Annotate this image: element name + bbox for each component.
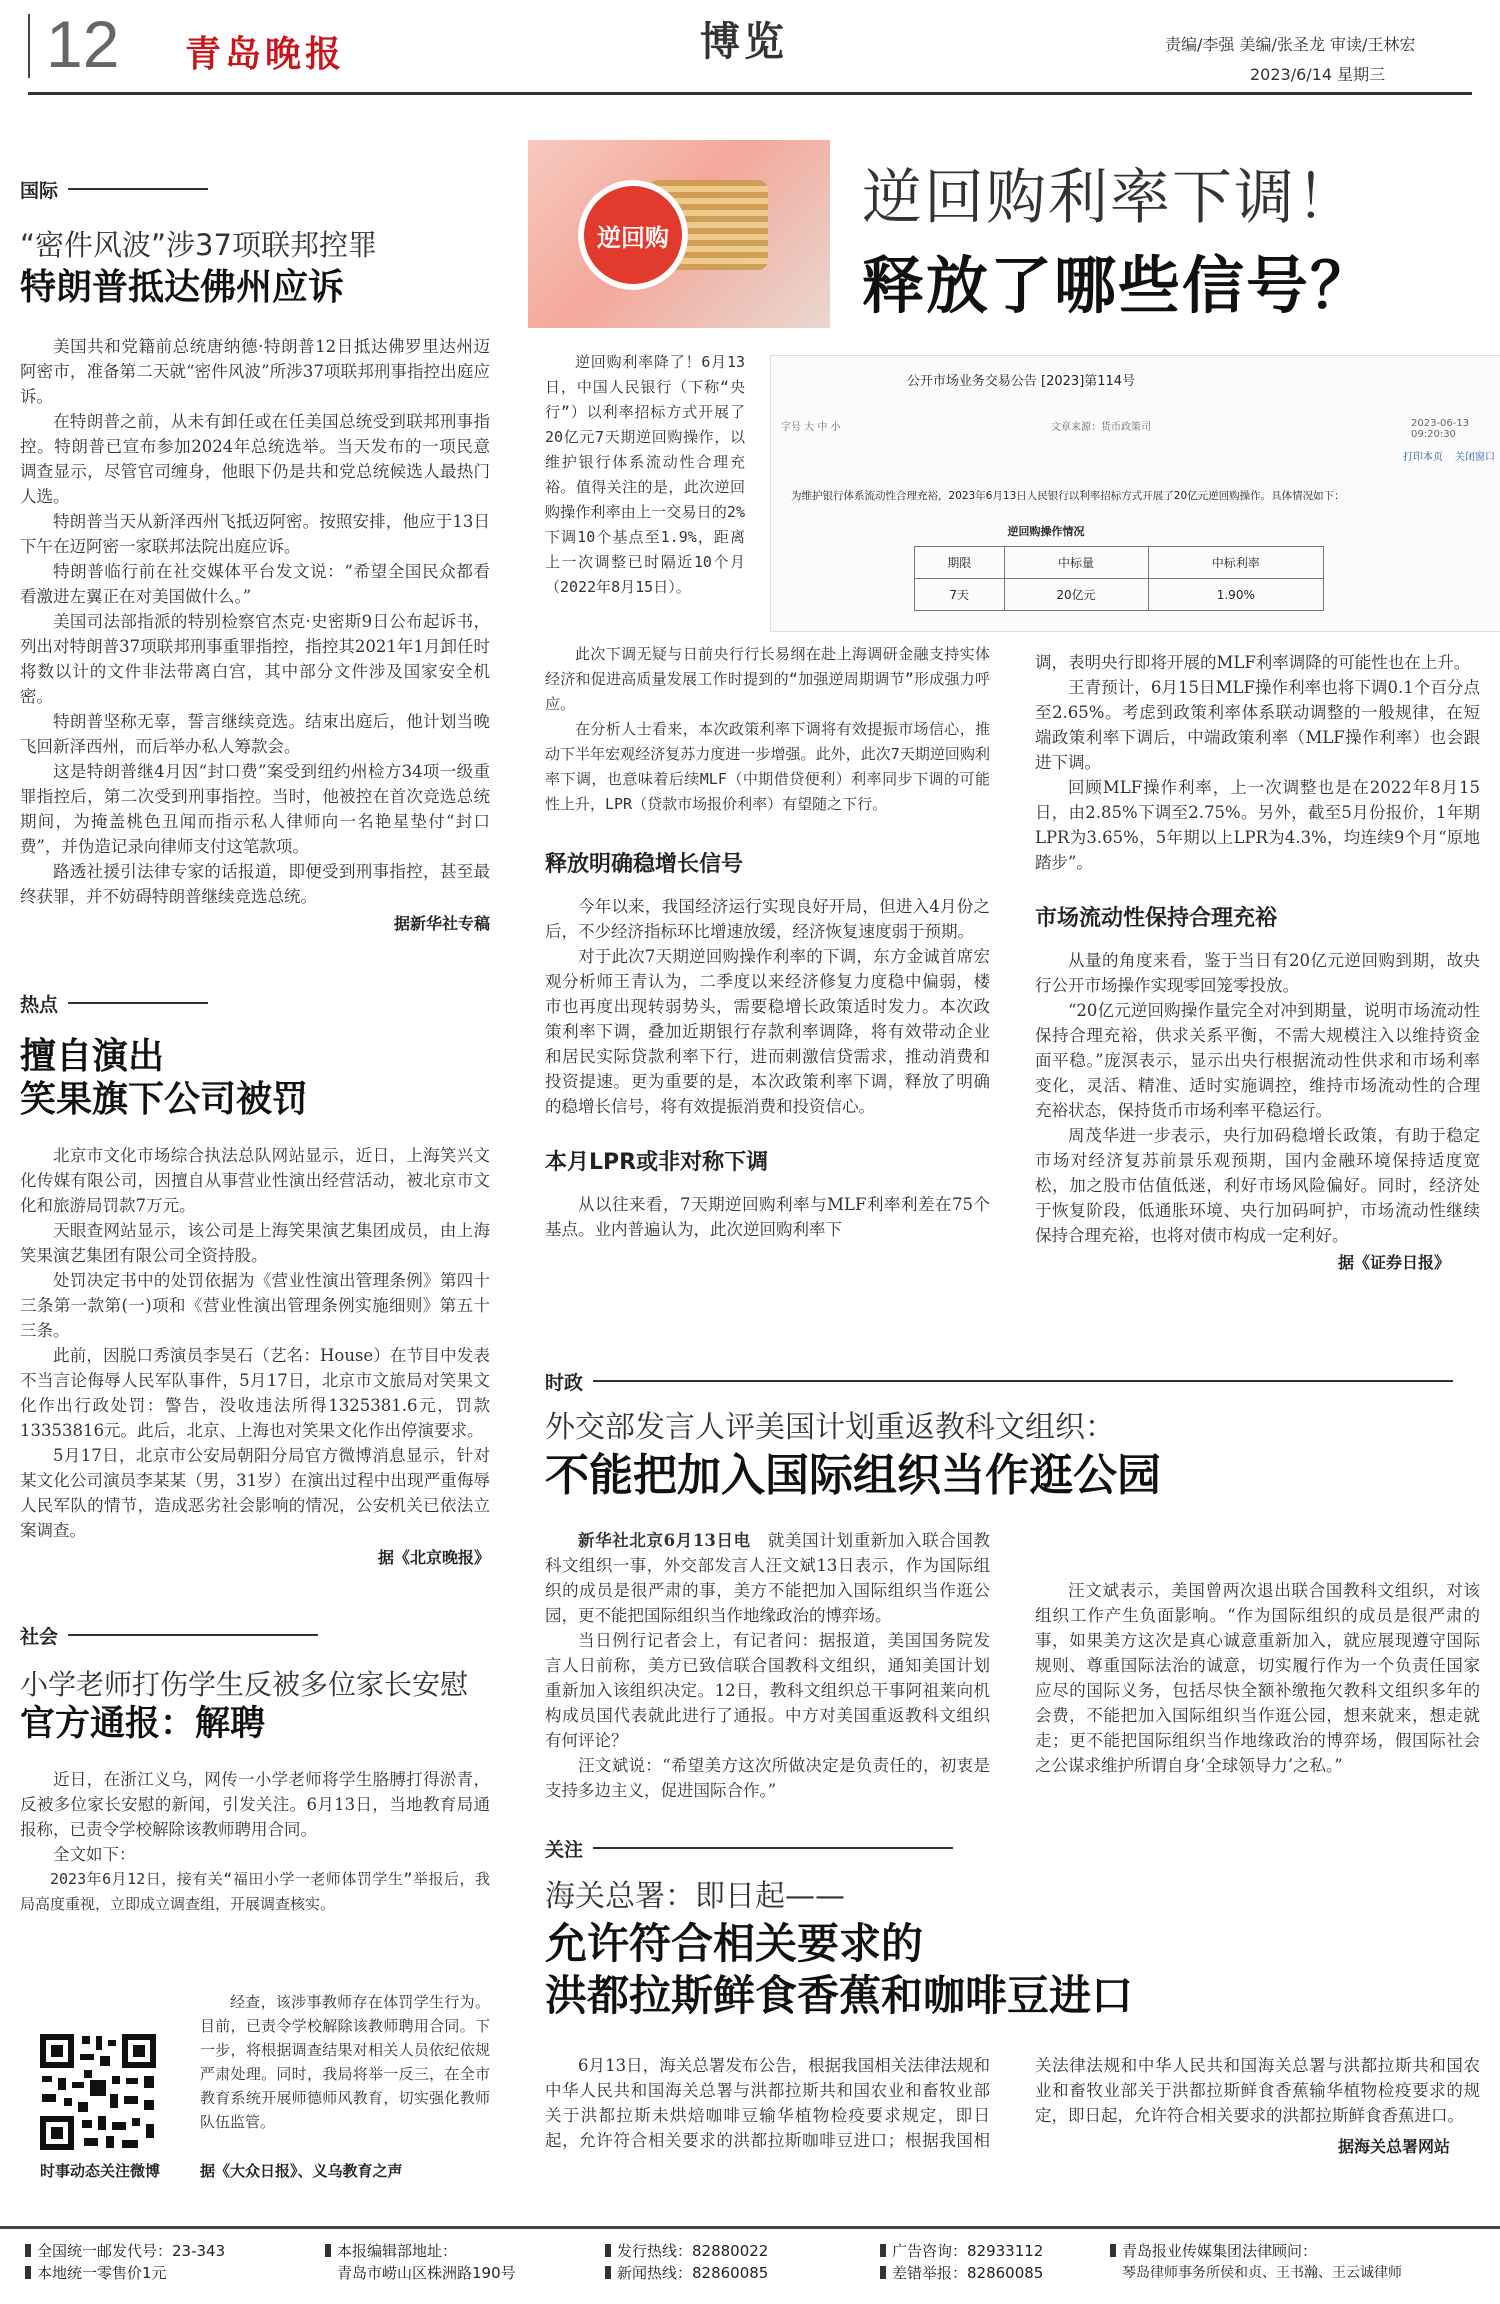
society-article [20, 1622, 490, 1917]
close-link[interactable]: 关闭窗口 [1455, 452, 1495, 463]
intl-paragraph: 特朗普坚称无辜，誓言继续竞选。结束出庭后，他计划当晚飞回新泽西州，而后举办私人筹款会。 [20, 711, 490, 756]
mlf-paragraph: 回顾MLF操作利率，上一次调整也是在2022年8月15日，由2.85%下调至2.75%。另外，截至5月份报价，1年期LPR为3.65%，5年期以上LPR为4.3%，均连续9个月“原地踏步”。 [1035, 778, 1480, 872]
politics-body-left [545, 1528, 990, 1803]
subhead-lpr: 本月LPR或非对称下调 [545, 1150, 769, 1175]
footer-text: 本报编辑部地址： [337, 2242, 458, 2260]
top-lead-continued [545, 642, 990, 817]
top-left-column [545, 642, 990, 1242]
bullet-bar [325, 2244, 331, 2257]
footer-ads [880, 2240, 1120, 2284]
qr-caption: 时事动态关注微博 [39, 2162, 160, 2180]
dateline: 新华社北京6月13日电 [578, 1531, 751, 1550]
table-cell: 20亿元 [1004, 579, 1148, 611]
section-rule [68, 1002, 208, 1004]
mlf-paragraph: 王青预计，6月15日MLF操作利率也将下调0.1个百分点至2.65%。考虑到政策利率体系联动调整的一般规律，在短端政策利率下调后，中端政策利率（MLF操作利率）也会跟进下调。 [1035, 678, 1480, 772]
footer-text: 全国统一邮发代号：23-343 [37, 2242, 226, 2260]
hot-paragraph: 天眼查网站显示，该公司是上海笑果演艺集团成员，由上海笑果演艺集团有限公司全资持股。 [20, 1221, 490, 1266]
paper-name-logo: 青岛晚报 [185, 33, 346, 75]
focus-subtitle: 海关总署：即日起—— [545, 1879, 845, 1914]
footer-text: 本地统一零售价1元 [37, 2264, 167, 2282]
politics-article [545, 1368, 1480, 1502]
hot-paragraph: 处罚决定书中的处罚依据为《营业性演出管理条例》第四十三条第一款第(一)项和《营业性演出管理条例实施细则》第五十三条。 [20, 1271, 490, 1341]
bullet-bar [1110, 2244, 1116, 2257]
announcement-datetime: 2023-06-13 09:20:30 [1411, 418, 1470, 440]
section-label-politics: 时政 [545, 1372, 584, 1394]
intl-paragraph: 这是特朗普继4月因“封口费”案受到纽约州检方34项一级重罪指控后，第二次受到刑事指控。当时，他被控在首次竞选总统期间，为掩盖桃色丑闻而指示私人律师向一名艳星垫付“封口费”，并伪造记录向律师支付这笔款项。 [20, 761, 490, 856]
intl-title: 特朗普抵达佛州应诉 [20, 267, 345, 309]
footer-address [325, 2240, 595, 2284]
announcement-source: 文章来源：货币政策司 [1051, 422, 1151, 433]
masthead-left-rule [28, 14, 30, 78]
intl-paragraph: 在特朗普之前，从未有卸任或在任美国总统受到联邦刑事指控。特朗普已宣布参加2024年总统选举。当天发布的一项民意调查显示，尽管官司缠身，他眼下仍是共和党总统候选人最热门人选。 [20, 411, 490, 506]
footer-legal-label [1110, 2240, 1490, 2262]
focus-title-line1: 允许符合相关要求的 [545, 1918, 924, 1968]
table-cell: 7天 [915, 579, 1005, 611]
society-body [20, 1767, 490, 1917]
lpr-body [545, 1192, 990, 1242]
bullet-bar [880, 2266, 886, 2279]
table-header: 期限 [915, 547, 1005, 579]
liquidity-paragraph: 周茂华进一步表示，央行加码稳增长政策，有助于稳定市场对经济复苏前景乐观预期，国内金融环境保持适度宽松，加之股市估值低迷，利好市场风险偏好。同时，经济处于恢复阶段，低通胀环境、央行加码呵护，市场流动性继续保持合理充裕，也将对债市构成一定利好。 [1035, 1126, 1480, 1245]
footer-error-report [880, 2262, 1120, 2284]
masthead-rule [28, 92, 1472, 95]
hot-paragraph: 此前，因脱口秀演员李昊石（艺名：House）在节目中发表不当言论侮辱人民军队事件，5月17日，北京市文旅局对笑果文化作出行政处罚：警告，没收违法所得1325381.6元，罚款13353816元。此后，北京、上海也对笑果文化作出停演要求。 [20, 1346, 490, 1441]
announcement-body: 为维护银行体系流动性合理充裕，2023年6月13日人民银行以利率招标方式开展了20亿元逆回购操作。具体情况如下： [791, 490, 1345, 502]
subhead-growth-signal: 释放明确稳增长信号 [545, 852, 744, 877]
mlf-body [1035, 650, 1480, 875]
politics-paragraph: 汪文斌说：“希望美方这次所做决定是负责任的，初衷是支持多边主义，促进国际合作。” [545, 1756, 990, 1800]
footer-distribution [25, 2240, 275, 2284]
footer-price [25, 2262, 275, 2284]
footer-rule [0, 2226, 1500, 2229]
bullet-bar [25, 2266, 31, 2279]
footer-text: 新闻热线：82860085 [617, 2264, 769, 2282]
section-rule [593, 1380, 1453, 1382]
liquidity-paragraph: 从量的角度来看，鉴于当日有20亿元逆回购到期，故央行公开市场操作实现零回笼零投放。 [1035, 951, 1480, 995]
qr-code-image [36, 2030, 160, 2154]
announcement-title: 公开市场业务交易公告 [2023]第114号 [906, 374, 1136, 389]
footer-hotlines [605, 2240, 855, 2284]
section-label-society: 社会 [20, 1626, 59, 1648]
section-name: 博览 [700, 19, 788, 65]
section-label-focus: 关注 [545, 1839, 584, 1861]
hot-article [20, 990, 490, 1568]
bullet-bar [605, 2244, 611, 2257]
society-subtitle: 小学老师打伤学生反被多位家长安慰 [20, 1668, 469, 1701]
footer-text: 差错举报：82860085 [892, 2264, 1044, 2282]
section-rule [593, 1847, 953, 1849]
intl-subtitle: “密件风波”涉37项联邦控罪 [20, 228, 377, 262]
footer-text: 发行热线：82880022 [617, 2242, 769, 2260]
image-tag-text: 逆回购 [597, 224, 669, 252]
footer-postal-code [25, 2240, 275, 2262]
intl-body [20, 334, 490, 909]
society-source: 据《大众日报》、义乌教育之声 [200, 2162, 403, 2180]
footer-text: 青岛报业传媒集团法律顾问： [1122, 2242, 1318, 2260]
intl-article [20, 176, 490, 934]
hot-title-line1: 擅自演出 [20, 1036, 165, 1077]
politics-paragraph: 汪文斌表示，美国曾两次退出联合国教科文组织，对该组织工作产生负面影响。“作为国际组织的成员是很严肃的事，如果美方这次是真心诚意重新加入，就应展现遵守国际规则、尊重国际法治的诚意，切实履行作为一个负责任国家应尽的国际义务，包括尽快全额补缴拖欠教科文组织多年的会费，不能把加入国际组织当作逛公园，想来就来，想走就走；更不能把国际组织当作地缘政治的博弈场，假国际社会之公谋求维护所谓自身‘全球领导力’之私。” [1035, 1581, 1480, 1775]
print-link[interactable]: 打印本页 [1403, 452, 1443, 463]
mlf-paragraph: 调，表明央行即将开展的MLF利率调降的可能性也在上升。 [1035, 653, 1471, 672]
top-story-source: 据《证券日报》 [1337, 1253, 1450, 1272]
top-story-image [528, 140, 830, 328]
growth-signal-body [545, 894, 990, 1119]
politics-paragraph [545, 1528, 990, 1628]
table-title: 逆回购操作情况 [1007, 525, 1085, 538]
focus-title-line2: 洪都拉斯鲜食香蕉和咖啡豆进口 [545, 1970, 1134, 2020]
rate-table [914, 546, 1324, 611]
hot-title-line2: 笑果旗下公司被罚 [20, 1079, 309, 1121]
section-rule [68, 1634, 318, 1636]
hot-paragraph: 北京市文化市场综合执法总队网站显示，近日，上海笑兴文化传媒有限公司，因擅自从事营业性演出经营活动，被北京市文化和旅游局罚款7万元。 [20, 1146, 490, 1216]
society-title: 官方通报：解聘 [20, 1704, 266, 1745]
qr-code[interactable] [36, 2030, 160, 2154]
society-paragraph: 全文如下： [53, 1845, 136, 1865]
politics-body-right [1035, 1578, 1480, 1778]
footer-ad-contact [880, 2240, 1120, 2262]
society-paragraph: 近日，在浙江义乌，网传一小学老师将学生胳膊打得淤青，反被多位家长安慰的新闻，引发关注。6月13日，当地教育局通报称，已责令学校解除该教师聘用合同。 [20, 1770, 490, 1840]
section-label-hot: 热点 [20, 994, 59, 1016]
lpr-paragraph: 从以往来看，7天期逆回购利率与MLF利率利差在75个基点。业内普遍认为，此次逆回购利率下 [545, 1195, 990, 1239]
table-cell: 1.90% [1148, 579, 1323, 611]
table-header: 中标量 [1004, 547, 1148, 579]
footer-legal-value: 琴岛律师事务所侯和贞、王书瀚、王云诚律师 [1122, 2265, 1402, 2281]
top-lead-paragraph: 在分析人士看来，本次政策利率下调将有效提振市场信心，推动下半年宏观经济复苏力度进一步增强。此外，此次7天期逆回购利率下调，也意味着后续MLF（中期借贷便利）利率同步下调的可能性上升，LPR（贷款市场报价利率）有望随之下行。 [545, 720, 990, 813]
table-header: 中标利率 [1148, 547, 1323, 579]
intl-paragraph: 美国共和党籍前总统唐纳德·特朗普12日抵达佛罗里达州迈阿密市，准备第二天就“密件风波”所涉37项联邦刑事指控出庭应诉。 [20, 336, 490, 406]
hot-paragraph: 5月17日，北京市公安局朝阳分局官方微博消息显示，针对某文化公司演员李某某（男，31岁）在演出过程中出现严重侮辱人民军队的情节，造成恶劣社会影响的情况，公安机关已依法立案调查。 [20, 1446, 490, 1541]
subhead-liquidity: 市场流动性保持合理充裕 [1035, 906, 1278, 931]
footer-legal [1110, 2240, 1490, 2284]
pboc-announcement [770, 355, 1500, 632]
page-number: 12 [46, 7, 120, 81]
issue-date: 2023/6/14 星期三 [1250, 65, 1386, 84]
liquidity-paragraph: “20亿元逆回购操作量完全对冲到期量，说明市场流动性保持合理充裕，供求关系平衡，不需大规模注入以维持资金面平稳。”庞溟表示，显示出央行根据流动性供求和市场利率变化，灵活、精准、适时实施调控，维持市场流动性的合理充裕状态，保持货币市场利率平稳运行。 [1035, 1001, 1480, 1120]
intl-paragraph: 特朗普临行前在社交媒体平台发文说：“希望全国民众都看看激进左翼正在对美国做什么。” [20, 561, 490, 606]
bullet-bar [605, 2266, 611, 2279]
bullet-bar [880, 2244, 886, 2257]
politics-title: 不能把加入国际组织当作逛公园 [545, 1449, 1161, 1501]
footer-news-hotline [605, 2262, 855, 2284]
politics-paragraph: 当日例行记者会上，有记者问：据报道，美国国务院发言人日前称，美方已致信联合国教科文组织，通知美国计划重新加入该组织决定。12日，教科文组织总干事阿祖莱向机构成员国代表就此进行了通报。中方对美国重返教科文组织有何评论？ [545, 1631, 990, 1750]
hot-body [20, 1143, 490, 1543]
editors-line: 责编/李强 美编/张圣龙 审读/王林宏 [1165, 35, 1416, 54]
notice-wrap [200, 1990, 490, 2134]
top-lead [545, 350, 745, 600]
intl-source: 据新华社专稿 [393, 913, 490, 933]
announcement-font-size: 字号 大 中 小 [781, 422, 841, 433]
masthead [0, 0, 1500, 95]
focus-source: 据海关总署网站 [1337, 2137, 1450, 2156]
politics-subtitle: 外交部发言人评美国计划重返教科文组织： [545, 1410, 1115, 1445]
section-rule [68, 188, 208, 190]
footer-distribution-hotline [605, 2240, 855, 2262]
notice-paragraph: 2023年6月12日，接有关“福田小学一老师体罚学生”举报后，我局高度重视，立即成立调查组，开展调查核实。 [20, 1870, 490, 1914]
hot-source: 据《北京晚报》 [377, 1548, 490, 1568]
top-lead-paragraph: 逆回购利率降了！6月13日，中国人民银行（下称“央行”）以利率招标方式开展了20亿元7天期逆回购操作，以维护银行体系流动性合理充裕。值得关注的是，此次逆回购操作利率由上一交易日的2%下调10个基点至1.9%，距离上一次调整已时隔近10个月（2022年8月15日）。 [545, 353, 745, 596]
footer-address-value: 青岛市崂山区株洲路190号 [337, 2264, 516, 2282]
liquidity-body [1035, 948, 1480, 1248]
focus-paragraph: 6月13日，海关总署发布公告，根据我国相关法律法规和中华人民共和国海关总署与洪都拉斯共和国农业和畜牧业部关于洪都拉斯未烘焙咖啡豆输华植物检疫要求规定，即日起，允许符合相关要求的洪都拉斯咖啡豆进口；根据我国相关法律法规和中华人民共和国海关总署与洪都拉斯共和国农业和畜牧业部关于洪都拉斯鲜食香蕉输华植物检疫要求的规定，即日起，允许符合相关要求的洪都拉斯鲜食香蕉进口。 [545, 2056, 1480, 2150]
focus-article [545, 1835, 1480, 2021]
bullet-bar [25, 2244, 31, 2257]
intl-paragraph: 特朗普当天从新泽西州飞抵迈阿密。按照安排，他应于13日下午在迈阿密一家联邦法院出庭应诉。 [20, 511, 490, 556]
growth-paragraph: 今年以来，我国经济运行实现良好开局，但进入4月份之后，不少经济指标环比增速放缓，经济恢复速度弱于预期。 [545, 897, 990, 941]
intl-paragraph: 美国司法部指派的特别检察官杰克·史密斯9日公布起诉书，列出对特朗普37项联邦刑事重罪指控，指控其2021年1月卸任时将数以计的文件非法带离白宫，其中部分文件涉及国家安全机密。 [20, 611, 490, 706]
top-title-line2: 释放了哪些信号？ [862, 249, 1375, 322]
intl-paragraph: 路透社援引法律专家的话报道，即便受到刑事指控，甚至最终获罪，并不妨碍特朗普继续竞选总统。 [20, 861, 490, 906]
growth-paragraph: 对于此次7天期逆回购操作利率的下调，东方金诚首席宏观分析师王青认为，二季度以来经济修复力度稳中偏弱，楼市也再度出现转弱势头，需要稳增长政策适时发力。本次政策利率下调，叠加近期银行存款利率调降，将有效带动企业和居民实际贷款利率下行，进而刺激信贷需求，推动消费和投资提速。更为重要的是，本次政策利率下调，释放了明确的稳增长信号，将有效提振消费和投资信心。 [545, 947, 990, 1116]
section-label-intl: 国际 [20, 180, 59, 202]
notice-paragraph: 经查，该涉事教师存在体罚学生行为。目前，已责令学校解除该教师聘用合同。下一步，将根据调查结果对相关人员依纪依规严肃处理。同时，我局将举一反三，在全市教育系统开展师德师风教育，切实强化教师队伍监管。 [200, 1993, 490, 2131]
top-title-line1: 逆回购利率下调！ [862, 163, 1358, 233]
top-lead-paragraph: 此次下调无疑与日前央行行长易纲在赴上海调研金融支持实体经济和促进高质量发展工作时提到的“加强逆周期调节”形成强力呼应。 [545, 645, 990, 713]
politics-lead-text: 就美国计划重新加入联合国教科文组织一事，外交部发言人汪文斌13日表示，作为国际组织的成员是很严肃的事，美方不能把加入国际组织当作逛公园，更不能把国际组织当作地缘政治的博弈场。 [545, 1531, 991, 1625]
top-right-column [1035, 650, 1480, 1273]
focus-body [545, 2053, 1480, 2159]
footer-address-label [325, 2240, 595, 2262]
footer-text: 广告咨询：82933112 [892, 2242, 1044, 2260]
